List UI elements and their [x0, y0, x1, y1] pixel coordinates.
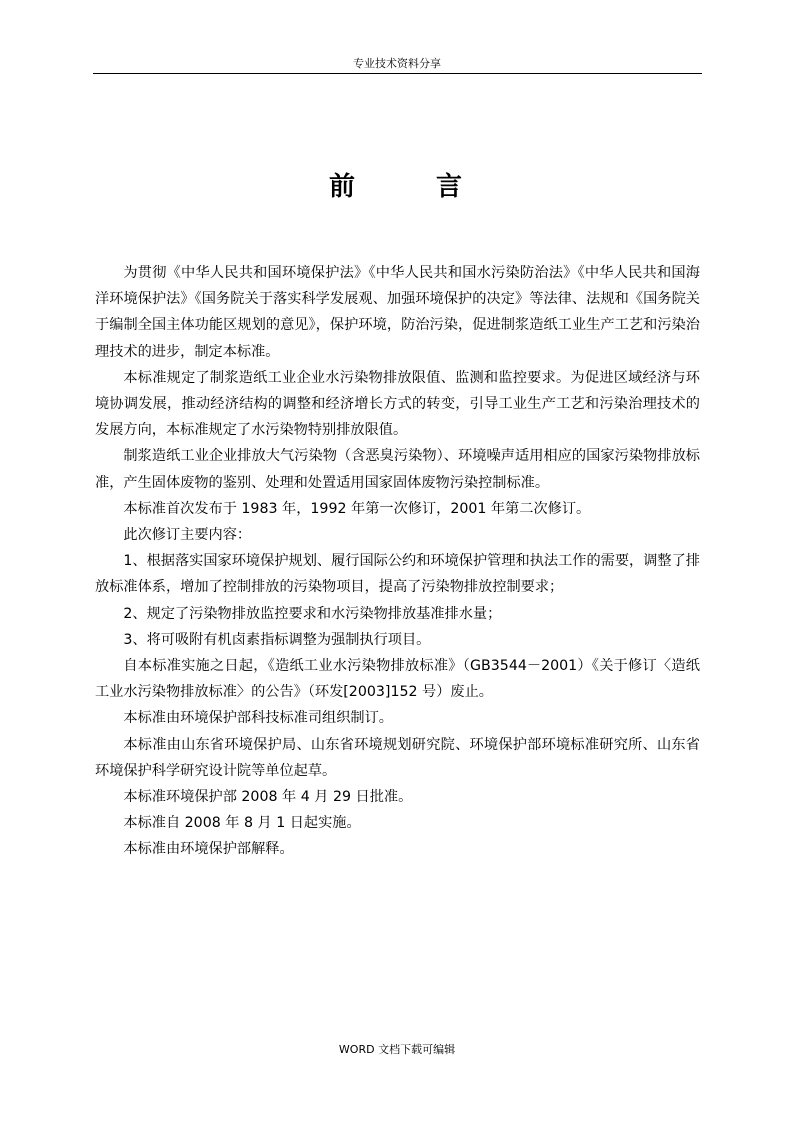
paragraph: 自本标准实施之日起，《造纸工业水污染物排放标准》（GB3544－2001）《关于修订〈造纸工业水污染物排放标准〉的公告》（环发[2003]152 号）废止。 — [95, 658, 700, 701]
paragraph: 本标准由山东省环境保护局、山东省环境规划研究院、环境保护部环境标准研究所、山东省环境保护科学研究设计院等单位起草。 — [95, 736, 700, 779]
page-header: 专业技术资料分享 — [353, 57, 441, 70]
paragraph: 本标准由环境保护部解释。 — [123, 841, 294, 858]
document-body — [95, 260, 700, 863]
header-divider — [93, 73, 702, 74]
page-footer: WORD 文档下载可编辑 — [338, 1043, 456, 1056]
page-title — [329, 170, 469, 204]
paragraph: 2、规定了污染物排放监控要求和水污染物排放基准排水量； — [123, 605, 502, 622]
paragraph: 3、将可吸附有机卤素指标调整为强制执行项目。 — [123, 631, 431, 648]
paragraph: 为贯彻《中华人民共和国环境保护法》《中华人民共和国水污染防治法》《中华人民共和国海洋环境保护法》《国务院关于落实科学发展观、加强环境保护的决定》等法律、法规和《国务院关于编制全国主体功能区规划的意见》，保护环境，防治污染，促进制浆造纸工业生产工艺和污染治理技术的进步，制定本标准。 — [95, 265, 700, 360]
paragraph: 本标准环境保护部 2008 年 4 月 29 日批准。 — [123, 789, 413, 806]
paragraph: 本标准规定了制浆造纸工业企业水污染物排放限值、监测和监控要求。为促进区域经济与环境协调发展，推动经济结构的调整和经济增长方式的转变，引导工业生产工艺和污染治理技术的发展方向，本标准规定了水污染物特别排放限值。 — [95, 369, 700, 439]
paragraph: 此次修订主要内容： — [123, 527, 252, 544]
paragraph: 制浆造纸工业企业排放大气污染物（含恶臭污染物）、环境噪声适用相应的国家污染物排放标准，产生固体废物的鉴别、处理和处置适用国家固体废物污染控制标准。 — [95, 448, 700, 491]
paragraph: 1、根据落实国家环境保护规划、履行国际公约和环境保护管理和执法工作的需要，调整了排放标准体系，增加了控制排放的污染物项目，提高了污染物排放控制要求； — [95, 553, 700, 596]
title-char-1: 前 — [329, 172, 356, 202]
paragraph: 本标准由环境保护部科技标准司组织制订。 — [123, 710, 393, 727]
paragraph: 本标准首次发布于 1983 年，1992 年第一次修订，2001 年第二次修订。 — [123, 500, 591, 517]
title-char-2: 言 — [436, 172, 463, 202]
paragraph: 本标准自 2008 年 8 月 1 日起实施。 — [123, 815, 361, 832]
